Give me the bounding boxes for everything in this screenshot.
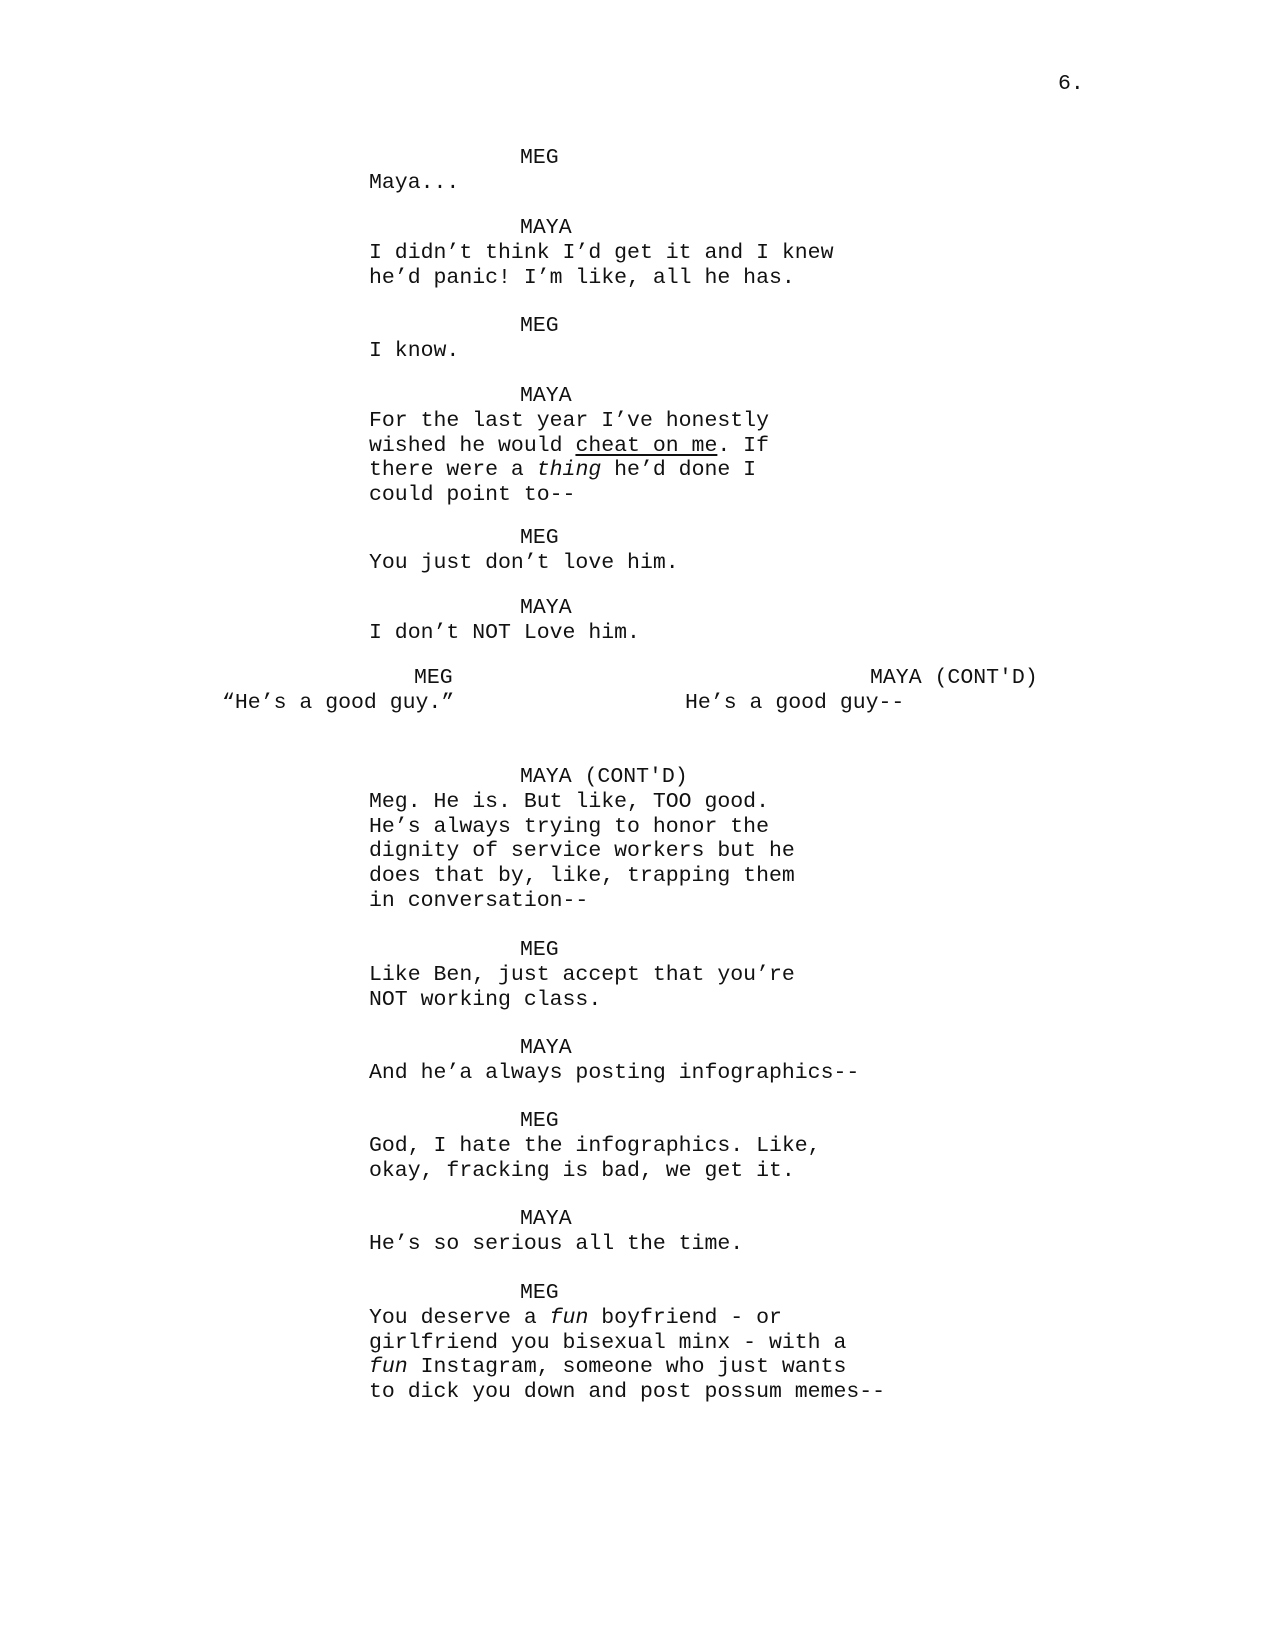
dialogue-line: I know. [369,338,460,363]
text-segment: Instagram, someone who just wants [407,1355,847,1380]
character-name: MAYA [520,216,572,240]
italic-text: fun [369,1355,408,1380]
dialogue-line [369,1355,885,1380]
dialogue-block [369,1232,743,1257]
dialogue-line: Meg. He is. But like, TOO good. [369,789,769,814]
dialogue-line: could point to-- [369,483,576,508]
character-name: MEG [520,146,559,170]
dialogue-line: Like Ben, just accept that you’re [369,962,795,987]
italic-text: fun [549,1305,589,1330]
italic-text: thing [536,458,602,483]
text-segment: You deserve a [369,1305,550,1330]
dialogue-line: For the last year I’ve honestly [369,408,769,433]
character-name: MEG [520,526,559,550]
character-name: MAYA [520,596,572,620]
dialogue-line [369,458,769,483]
dual-right-line: He’s a good guy-- [685,690,905,715]
dialogue-line: does that by, like, trapping them [369,864,795,889]
dialogue-line: girlfriend you bisexual minx - with a [369,1330,847,1355]
dialogue-line: You just don’t love him. [369,550,679,575]
dialogue-block [369,409,769,508]
text-segment: he’d done I [601,458,757,483]
dialogue-block [369,241,833,291]
dialogue-block [369,1061,859,1086]
dialogue-block [369,963,795,1013]
dialogue-line: He’s so serious all the time. [369,1231,744,1256]
underlined-text: cheat on me [575,433,718,458]
character-name: MAYA [520,1207,572,1231]
dialogue-line [369,434,769,459]
dialogue-block [369,1134,821,1184]
dialogue-line: Maya... [369,170,460,195]
dialogue-line: to dick you down and post possum memes-- [369,1380,886,1405]
dialogue-line: I didn’t think I’d get it and I knew [369,240,834,265]
page-number: 6. [1058,72,1084,96]
dialogue-block [369,339,459,364]
dual-left-character: MEG [414,666,453,690]
text-segment: . If [717,433,769,458]
dual-right-character: MAYA (CONT'D) [870,666,1038,690]
dialogue-block [369,551,679,576]
dialogue-line: He’s always trying to honor the [369,814,769,839]
dialogue-block [369,171,459,196]
dialogue-line: God, I hate the infographics. Like, [369,1133,821,1158]
character-name: MAYA (CONT'D) [520,765,688,789]
dialogue-line: I don’t NOT Love him. [369,620,640,645]
dialogue-block [369,1306,885,1405]
dialogue-line: in conversation-- [369,888,589,913]
text-segment: there were a [369,458,537,483]
character-name: MAYA [520,1036,572,1060]
character-name: MEG [520,314,559,338]
dialogue-line: okay, fracking is bad, we get it. [369,1158,795,1183]
character-name: MEG [520,938,559,962]
dialogue-block [369,790,795,914]
dialogue-line: he’d panic! I’m like, all he has. [369,265,795,290]
dialogue-block [369,621,640,646]
character-name: MAYA [520,384,572,408]
dialogue-line: NOT working class. [369,987,602,1012]
text-segment: wished he would [369,433,576,458]
dual-left-line: “He’s a good guy.” [222,690,455,715]
character-name: MEG [520,1109,559,1133]
text-segment: boyfriend - or [588,1305,782,1330]
dialogue-line: And he’a always posting infographics-- [369,1060,860,1085]
dialogue-line: dignity of service workers but he [369,839,795,864]
character-name: MEG [520,1281,559,1305]
dialogue-line [369,1306,885,1331]
